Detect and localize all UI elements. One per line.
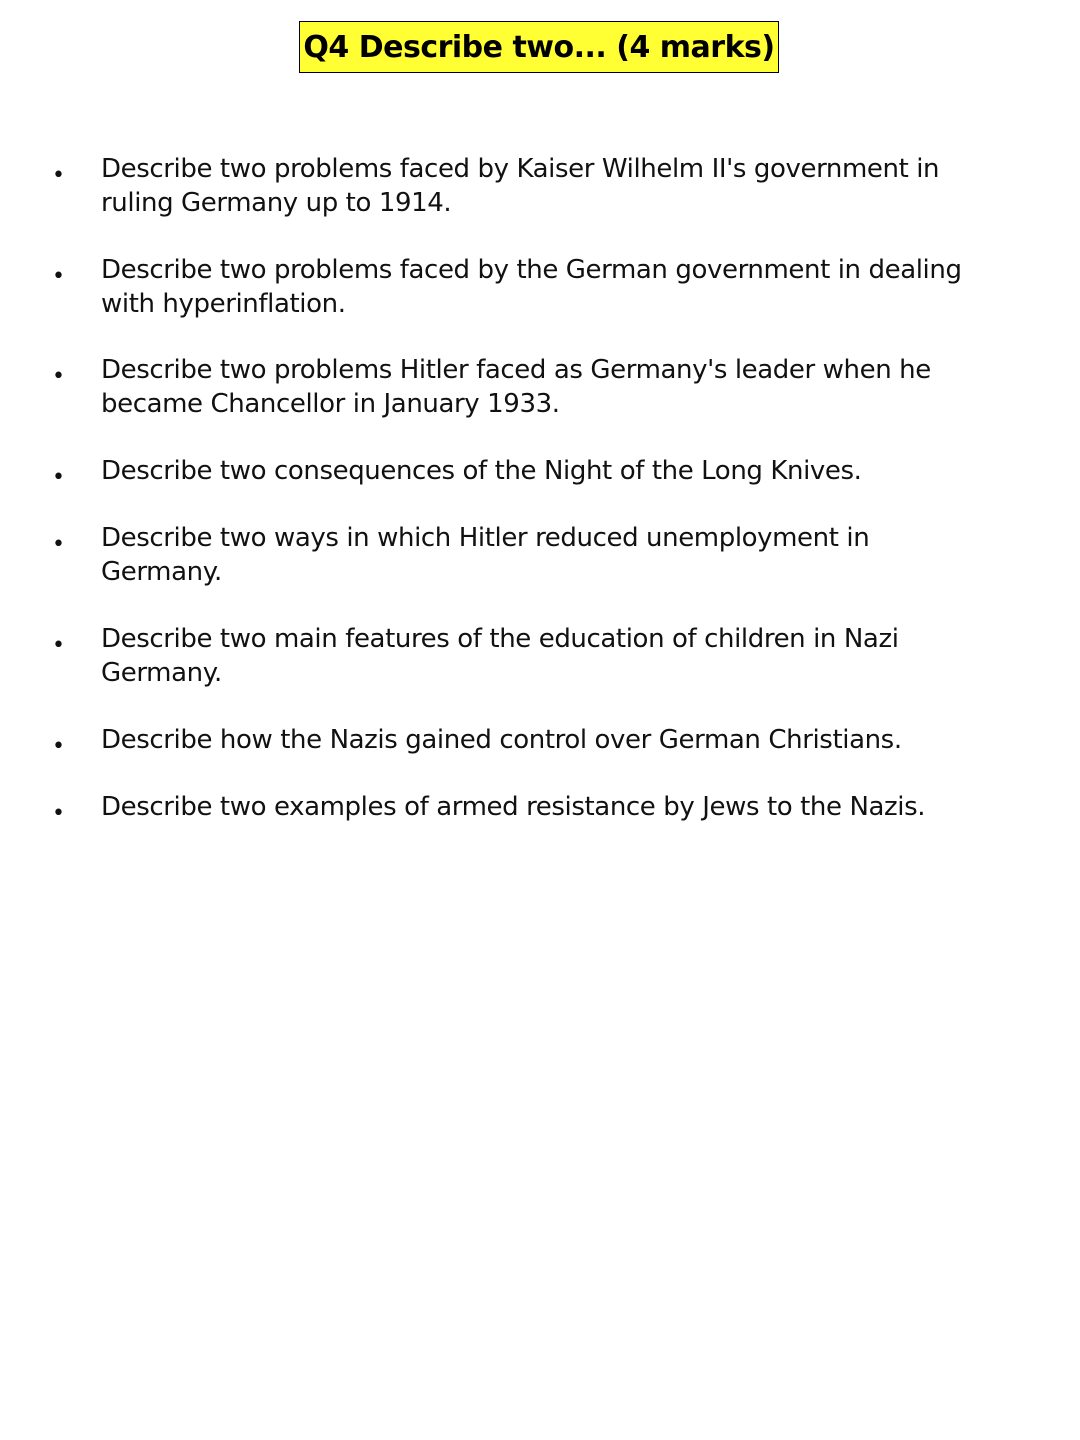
bullet-icon: • [52,801,65,826]
bullet-icon: • [52,264,65,289]
bullet-icon: • [52,465,65,490]
question-text: Describe two problems Hitler faced as Germany's leader when he became Chancellor in January 1933. [101,355,931,419]
question-text: Describe two examples of armed resistance by Jews to the Nazis. [101,792,926,822]
question-text: Describe two problems faced by Kaiser Wilhelm II's government in ruling Germany up to 1914. [101,154,940,218]
question-text: Describe two main features of the education of children in Nazi Germany. [101,624,899,688]
bullet-icon: • [52,163,65,188]
question-text: Describe how the Nazis gained control over German Christians. [101,725,902,755]
bullet-icon: • [52,734,65,759]
bullet-icon: • [52,633,65,658]
bullet-icon: • [52,532,65,557]
page-title: Q4 Describe two... (4 marks) [303,29,775,65]
question-text: Describe two problems faced by the German government in dealing with hyperinflation. [101,255,962,319]
question-text: Describe two ways in which Hitler reduced unemployment in Germany. [101,523,870,587]
bullet-icon: • [52,364,65,389]
question-text: Describe two consequences of the Night of the Long Knives. [101,456,862,486]
